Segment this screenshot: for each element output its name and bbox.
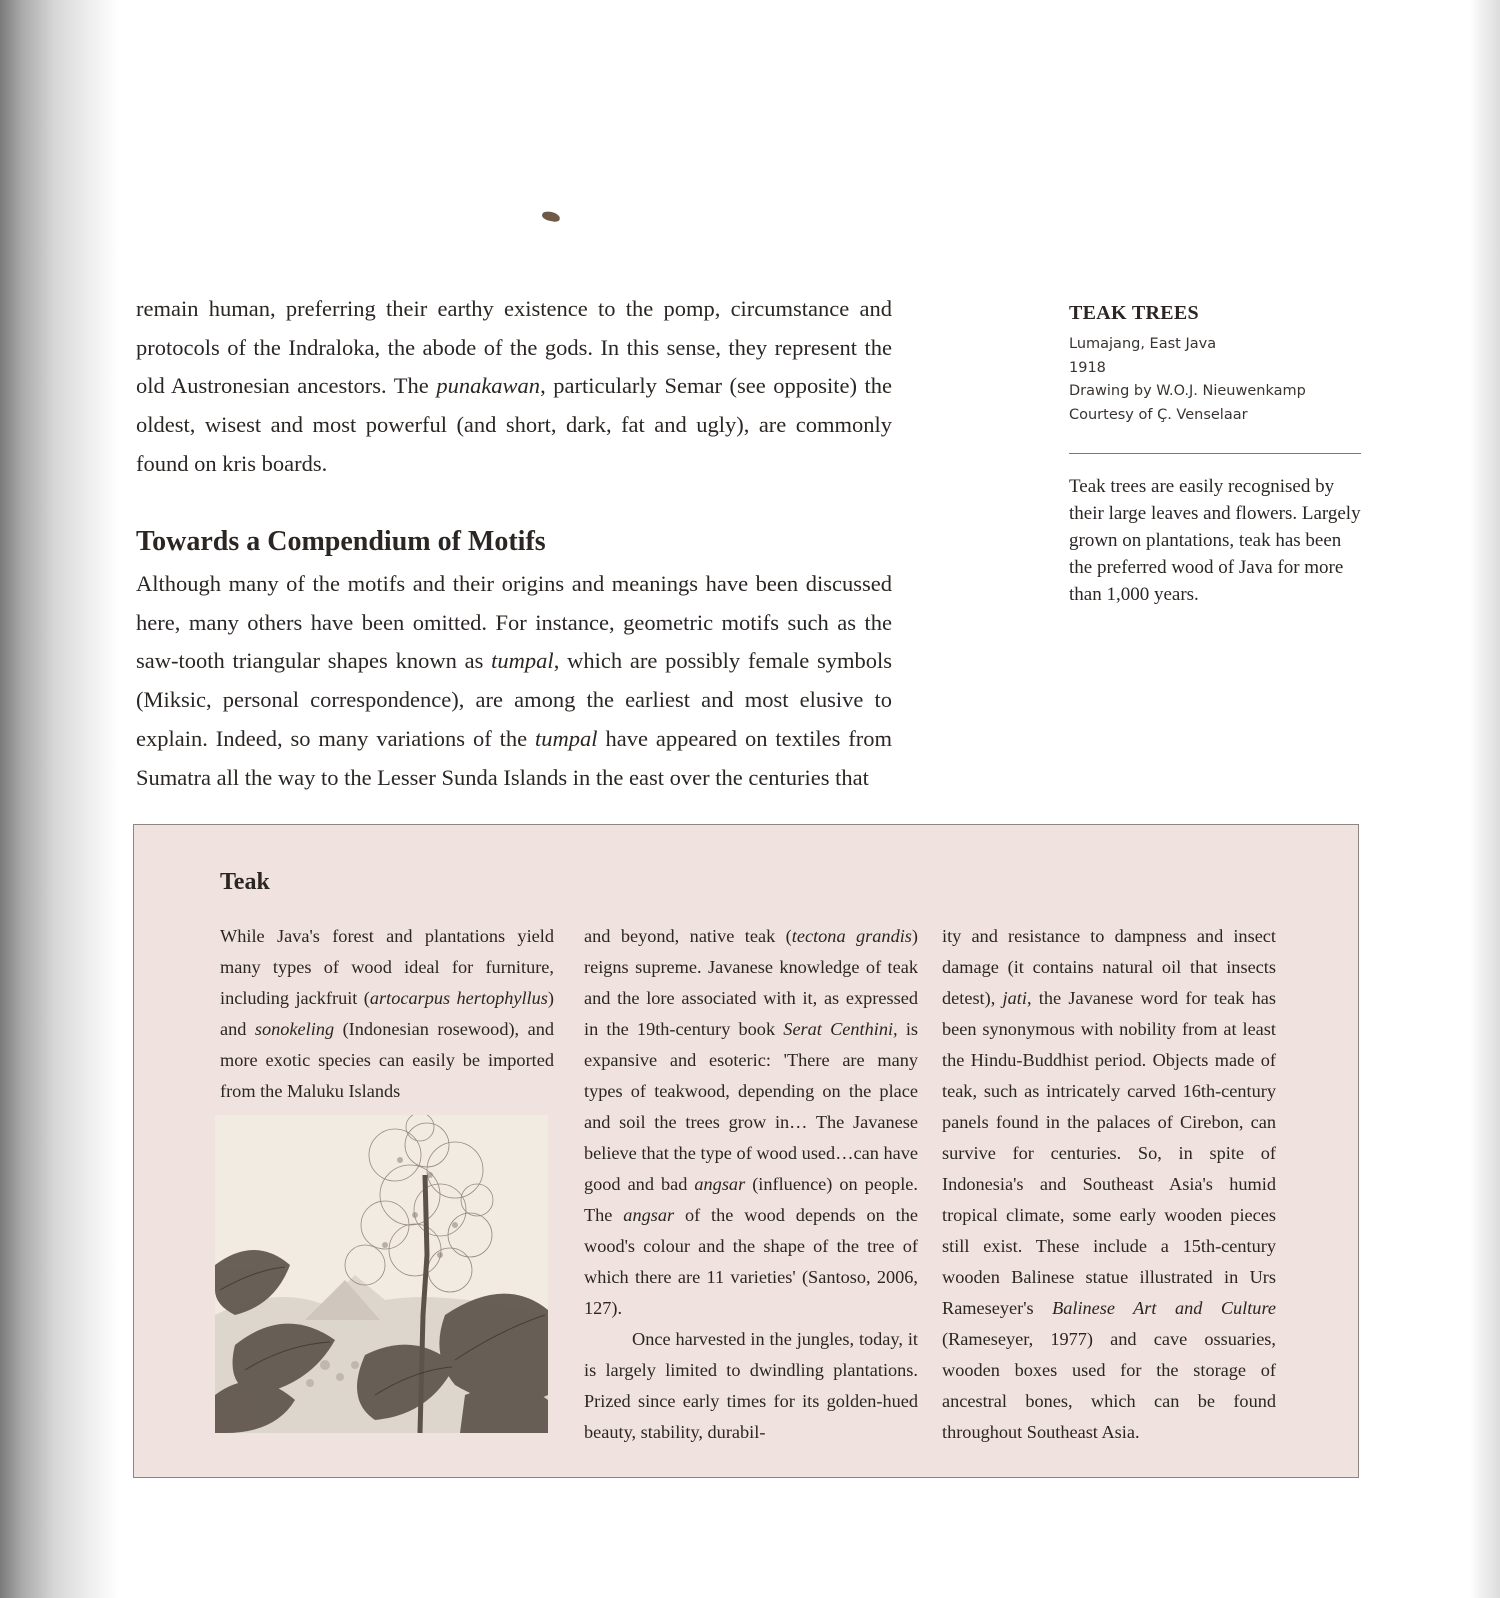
body-paragraph-1: [136, 290, 892, 484]
text-run: and beyond, native teak (: [584, 926, 792, 946]
text-run: remain human, preferring their earthy existence to the pomp, circumstance and protocols of the Indraloka, the abode of the gods. In this sense, they represent the old Austronesian ancestors. The: [136, 296, 892, 399]
paper-speck: [541, 210, 560, 223]
page-edge: [1470, 0, 1500, 1598]
teak-tree-illustration: [215, 1115, 548, 1433]
section-heading: Towards a Compendium of Motifs: [136, 526, 546, 557]
sidebar-column-2: [584, 921, 918, 1448]
sidebar-title: Teak: [220, 869, 270, 895]
binding-shadow: [0, 0, 120, 1598]
text-run: (influence) on people. The: [584, 1174, 918, 1225]
italic-term: tumpal: [491, 648, 554, 674]
text-run: While Java's forest and plantations yield many types of wood ideal for furniture, including jackfruit (: [220, 926, 554, 1008]
text-run: ) reigns supreme. Javanese knowledge of teak and the lore associated with it, as expressed in the 19th-century book: [584, 926, 918, 1039]
text-run: , particularly Semar (see opposite) the oldest, wisest and most powerful (and short, dark, fat and ugly), are commonly found on kris boards.: [136, 373, 892, 476]
paragraph-text: [584, 921, 918, 1324]
figure-caption: [1069, 302, 1361, 427]
text-run: ity and resistance to dampness and insect damage (it contains natural oil that insects detest),: [942, 926, 1276, 1008]
text-run: , which are possibly female symbols (Miksic, personal correspondence), are among the earliest and most elusive to explain. Indeed, so many variations of the: [136, 648, 892, 751]
caption-year: 1918: [1069, 359, 1106, 376]
text-run: (Rameseyer, 1977) and cave ossuaries, wooden boxes used for the storage of ancestral bones, which can be found throughout Southeast Asia.: [942, 1329, 1276, 1442]
paragraph-text: [220, 921, 554, 1107]
caption-location: Lumajang, East Java: [1069, 336, 1217, 352]
italic-term: angsar: [694, 1174, 746, 1194]
text-run: ) and: [220, 988, 554, 1039]
italic-term: jati: [1002, 988, 1027, 1008]
italic-term: Balinese Art and Culture: [1052, 1298, 1276, 1318]
italic-term: angsar: [623, 1205, 675, 1225]
sidebar-column-3: [942, 921, 1276, 1448]
text-run: Although many of the motifs and their origins and meanings have been discussed here, many others have been omitted. For instance, geometric motifs such as the saw-tooth triangular shapes known as: [136, 571, 892, 674]
caption-title: TEAK TREES: [1069, 302, 1199, 324]
text-run: , the Javanese word for teak has been synonymous with nobility from at least the Hindu-Buddhist period. Objects made of teak, such as intricately carved 16th-century panels found in the palaces of Cirebon, can survive for centuries. So, in spite of Indonesia's and Southeast Asia's humid tropical climate, some early wooden pieces still exist. These include a 15th-century wooden Balinese statue illustrated in Urs Rameseyer's: [942, 988, 1276, 1318]
caption-meta: [1069, 333, 1361, 427]
italic-term: sonokeling: [254, 1019, 335, 1039]
italic-term: tectona grandis: [791, 926, 912, 946]
text-run: (Indonesian rosewood), and more exotic species can easily be imported from the Maluku Islands: [220, 1019, 554, 1101]
caption-credit-drawing: Drawing by W.O.J. Nieuwenkamp: [1069, 383, 1306, 399]
caption-credit-courtesy: Courtesy of Ç. Venselaar: [1069, 406, 1248, 423]
body-paragraph-2: [136, 565, 892, 797]
italic-term: punakawan: [436, 373, 541, 399]
caption-divider: [1069, 453, 1361, 454]
paragraph-text: [942, 921, 1276, 1448]
text-run: is expansive and esoteric: 'There are many types of teakwood, depending on the place and soil the trees grow in… The Javanese believe that the type of wood used…can have good and bad: [584, 1019, 919, 1194]
text-run: have appeared on textiles from Sumatra all the way to the Lesser Sunda Islands in the east over the centuries that: [136, 725, 892, 790]
paragraph-text: [136, 565, 892, 797]
italic-term: Serat Centhini,: [783, 1019, 898, 1039]
caption-description: Teak trees are easily recognised by their large leaves and flowers. Largely grown on plantations, teak has been the preferred wood of Java for more than 1,000 years.: [1069, 476, 1361, 605]
paragraph-text: [136, 290, 892, 484]
sidebar-column-1: [220, 921, 554, 1107]
teak-sidebar-box: [133, 824, 1359, 1478]
italic-term: tumpal: [535, 725, 598, 751]
paragraph-text: Once harvested in the jungles, today, it is largely limited to dwindling plantations. Prized since early times for its golden-hued beauty, stability, durabil-: [584, 1329, 918, 1442]
text-run: of the wood depends on the wood's colour and the shape of the tree of which there are 11 varieties' (Santoso, 2006, 127).: [584, 1205, 918, 1318]
italic-term: artocarpus hertophyllus: [369, 988, 548, 1008]
